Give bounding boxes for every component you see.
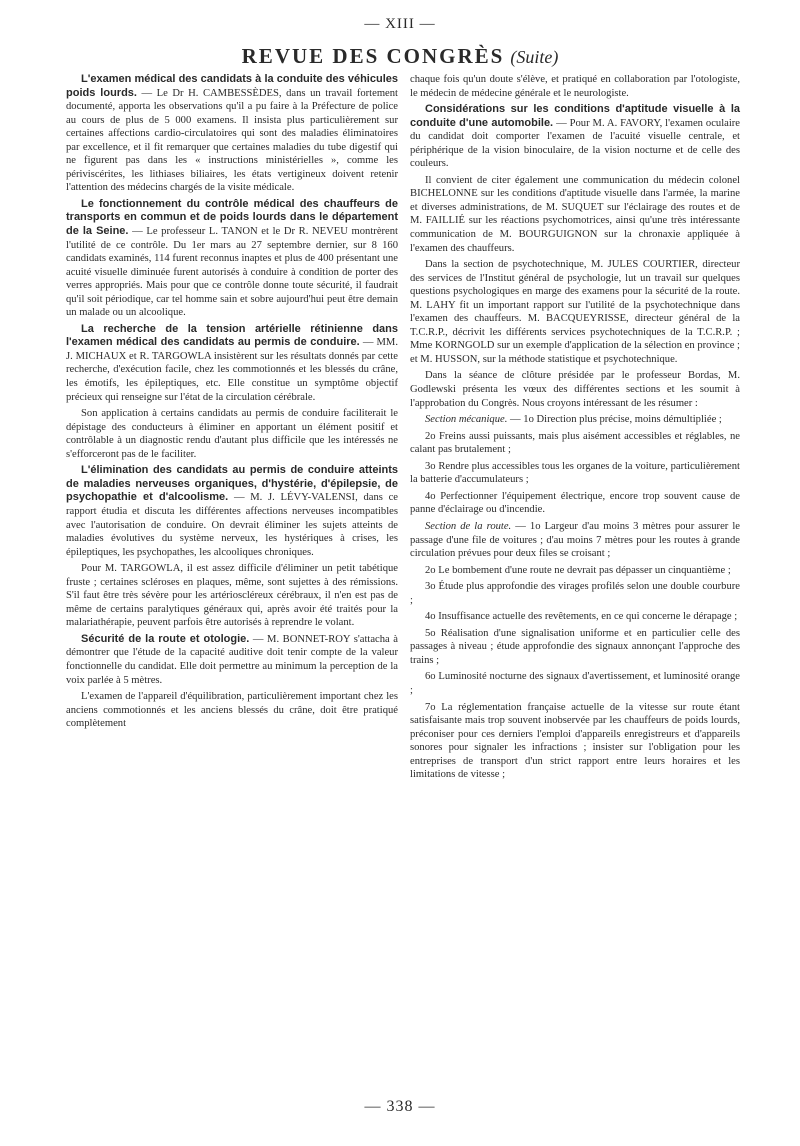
list-item: 3o Étude plus approfondie des virages profilés selon une double courbure ; <box>410 581 740 606</box>
section-heading: Le fonctionnement du contrôle médical des chauffeurs de transports en commun et de poids lourds dans le département de la Seine. <box>66 197 398 238</box>
section-heading: La recherche de la tension artérielle rétinienne dans l'examen médical des candidats au permis de conduire. <box>66 322 398 349</box>
section-medical-control <box>66 198 398 320</box>
left-column <box>66 73 398 734</box>
section-body: — Le Dr H. CAMBESSÈDES, dans un travail fortement documenté, apporta les observations qu'il a pu faire à la Préfecture de police au cours de plus de 5 000 examens. Il insista plus particulièrement sur certaines affections cardio-circulatoires qui sont des maladies éliminatoires par excellence, et il fit remarquer que certaines maladies du tube digestif qui ne figurent pas dans les « instructions ministérielles », comme les périviscérites, les lithiases biliaires, les états vertigineux doivent retenir l'attention des médecins chargés de la visite médicale. <box>66 87 399 194</box>
list-item-text: — 1o Direction plus précise, moins démultipliée ; <box>510 414 722 426</box>
page-number: — 338 — <box>364 1098 436 1115</box>
section-heading: L'élimination des candidats au permis de conduire atteints de maladies nerveuses organiques, d'hystérie, d'épilepsie, de psychopathie et d'alcoolisme. <box>66 464 398 504</box>
list-item: 5o Réalisation d'une signalisation uniforme et en particulier celle des passages à niveau ; étude approfondie des signaux annonçant l'approche des trains ; <box>410 627 740 666</box>
list-item: 3o Rendre plus accessibles tous les organes de la voiture, particulièrement la batterie d'accumulateurs ; <box>410 460 740 486</box>
paragraph: L'examen de l'appareil d'équilibration, particulièrement important chez les anciens commotionnés et les anciens blessés du crâne, doit être pratiqué complètement <box>66 691 398 730</box>
section-heading: Considérations sur les conditions d'aptitude visuelle à la conduite d'une automobile. <box>410 103 740 129</box>
section-body: — Le professeur L. TANON et le Dr R. NEVEU montrèrent l'utilité de ce contrôle. Du 1er mars au 27 septembre dernier, sur 8 160 candidats examinés, 114 furent reconnus inaptes et plus de 400 présentant une acuité visuelle diminuée furent autorisés à conduire à condition de porter des verres appropriés. Mais pour que ce contrôle donne toute sécurité, il faudrait qu'il soit périodique, car tel homme sain et sobre aujourd'hui peut être demain un malade ou un alcoolique. <box>66 226 398 319</box>
paragraph-continuation: chaque fois qu'un doute s'élève, et pratiqué en collaboration par l'otologiste, le médecin de médecine générale et le neurologiste. <box>410 74 740 99</box>
section-visual-aptitude <box>410 103 740 171</box>
list-item <box>410 520 740 561</box>
roman-page-label: — XIII — <box>364 16 436 32</box>
right-column <box>410 73 740 785</box>
list-item: 7o La réglementation française actuelle de la vitesse sur route étant satisfaisante mais trop souvent inobservée par les chauffeurs de poids lourds, préconiser pour ces derniers l'emploi d'appareils enregistreurs et d'appareils sonores pour signaler les infractions ; insister sur l'obligation pour les entreprises de transport d'un strict rapport entre leurs horaires et les limitations de vitesse ; <box>410 701 740 781</box>
section-body: — M. BONNET-ROY s'attacha à démontrer que l'étude de la capacité auditive doit tenir compte de la valeur fonctionnelle du candidat. Elle doit permettre au minimum la perception de la voix parlée à 5 mètres. <box>66 633 398 686</box>
section-header <box>0 44 800 69</box>
section-body: — MM. J. MICHAUX et R. TARGOWLA insistèrent sur les résultats donnés par cette recherche, d'exécution facile, chez les commotionnés et les blessés du crâne, les émotifs, les épileptiques, etc. Elle constitue un symptôme objectif précieux qui renseigne sur l'état de la circulation cérébrale. <box>66 337 398 403</box>
list-item: 2o Freins aussi puissants, mais plus aisément accessibles et réglables, ne calant pas brutalement ; <box>410 430 740 456</box>
list-item: 4o Insuffisance actuelle des revêtements, en ce qui concerne le dérapage ; <box>425 611 738 623</box>
paragraph: Pour M. TARGOWLA, il est assez difficile d'éliminer un petit tabétique fruste ; certaines scléroses en plaques, même, sont sujettes à des rémissions. S'il faut être très sévère pour les artérioscléreux cérébraux, il n'en est pas de même de certains paralytiques généraux qui, après avoir été traités pour la malariathérapie, peuvent parfois être autorisés à reprendre le volant. <box>66 563 398 629</box>
paragraph: Dans la séance de clôture présidée par le professeur Bordas, M. Godlewski présenta les vœux des différentes sections et les soumit à l'approbation du Congrès. Nous croyons intéressant de les résumer : <box>410 370 740 409</box>
section-body: — Pour M. A. FAVORY, l'examen oculaire du candidat doit comporter l'examen de l'acuité visuelle centrale, et périphérique de la vision binoculaire, de la vision nocturne et de celle des couleurs. <box>410 117 741 170</box>
section-retinal-tension <box>66 323 398 404</box>
paragraph: Dans la section de psychotechnique, M. JULES COURTIER, directeur des services de l'Institut général de psychologie, lut un travail sur quelques questions psychologiques en marge des examens pour la sécurité de la route. M. LAHY fit un important rapport sur l'utilité de la psychotechnique dans l'examen des chauffeurs. M. BACQUEYRISSE, directeur général de la T.C.R.P., décrivit les différents services psychotechniques de la T.C.R.P. ; Mme KORNGOLD sur un exemple d'application de la sélection en province ; et M. HUSSON, sur la méthode statistique et psychotechnique. <box>410 259 740 365</box>
paragraph: Il convient de citer également une communication du médecin colonel BICHELONNE sur les conditions d'aptitude visuelle dans l'armée, la marine et diverses administrations, de M. SUQUET sur l'éclairage des routes et de M. FAILLIÉ sur les réactions psychomotrices, ainsi qu'une très intéressante communication de M. BOURGUIGNON sur la chronaxie appliquée à l'examen des chauffeurs. <box>410 174 740 254</box>
section-body: — M. J. LÉVY-VALENSI, dans ce rapport étudia et discuta les différentes affections nerveuses incompatibles avec l'autorisation de conduire. On devrait éliminer les sujets atteints de maladies évolutives du système nerveux, les hystériques à crises, les épileptiques, les psychopathes, les alcooliques chroniques. <box>66 492 398 558</box>
header-title: REVUE DES CONGRÈS <box>241 44 505 68</box>
header-suffix: (Suite) <box>510 47 559 67</box>
section-elimination <box>66 464 398 559</box>
section-driver-exam <box>66 73 398 195</box>
list-item-text: — 1o Largeur d'au moins 3 mètres pour assurer le passage d'une file de voitures ; d'au moins 7 mètres pour les routes à grande circulation prévues pour deux files se croisant ; <box>410 520 741 560</box>
list-item: 4o Perfectionner l'équipement électrique, encore trop souvent cause de panne d'éclairage ou d'incendie. <box>410 490 740 516</box>
section-heading: Sécurité de la route et otologie. <box>81 632 250 645</box>
section-road-safety-otology <box>66 633 398 687</box>
subsection-label: Section de la route. <box>425 520 512 532</box>
list-item <box>410 413 740 427</box>
paragraph: Son application à certains candidats au permis de conduire faciliterait le dépistage des conducteurs à éliminer en apportant un élément positif et contrôlable à un diagnostic rendu d'autant plus difficile que les intéressés ne s'efforceront pas de le faciliter. <box>66 408 398 460</box>
subsection-label: Section mécanique. <box>425 414 508 426</box>
list-item: 6o Luminosité nocturne des signaux d'avertissement, et luminosité orange ; <box>410 671 740 696</box>
list-item: 2o Le bombement d'une route ne devrait pas dépasser un cinquantième ; <box>425 564 731 576</box>
section-heading: L'examen médical des candidats à la conduite des véhicules poids lourds. <box>66 73 398 99</box>
